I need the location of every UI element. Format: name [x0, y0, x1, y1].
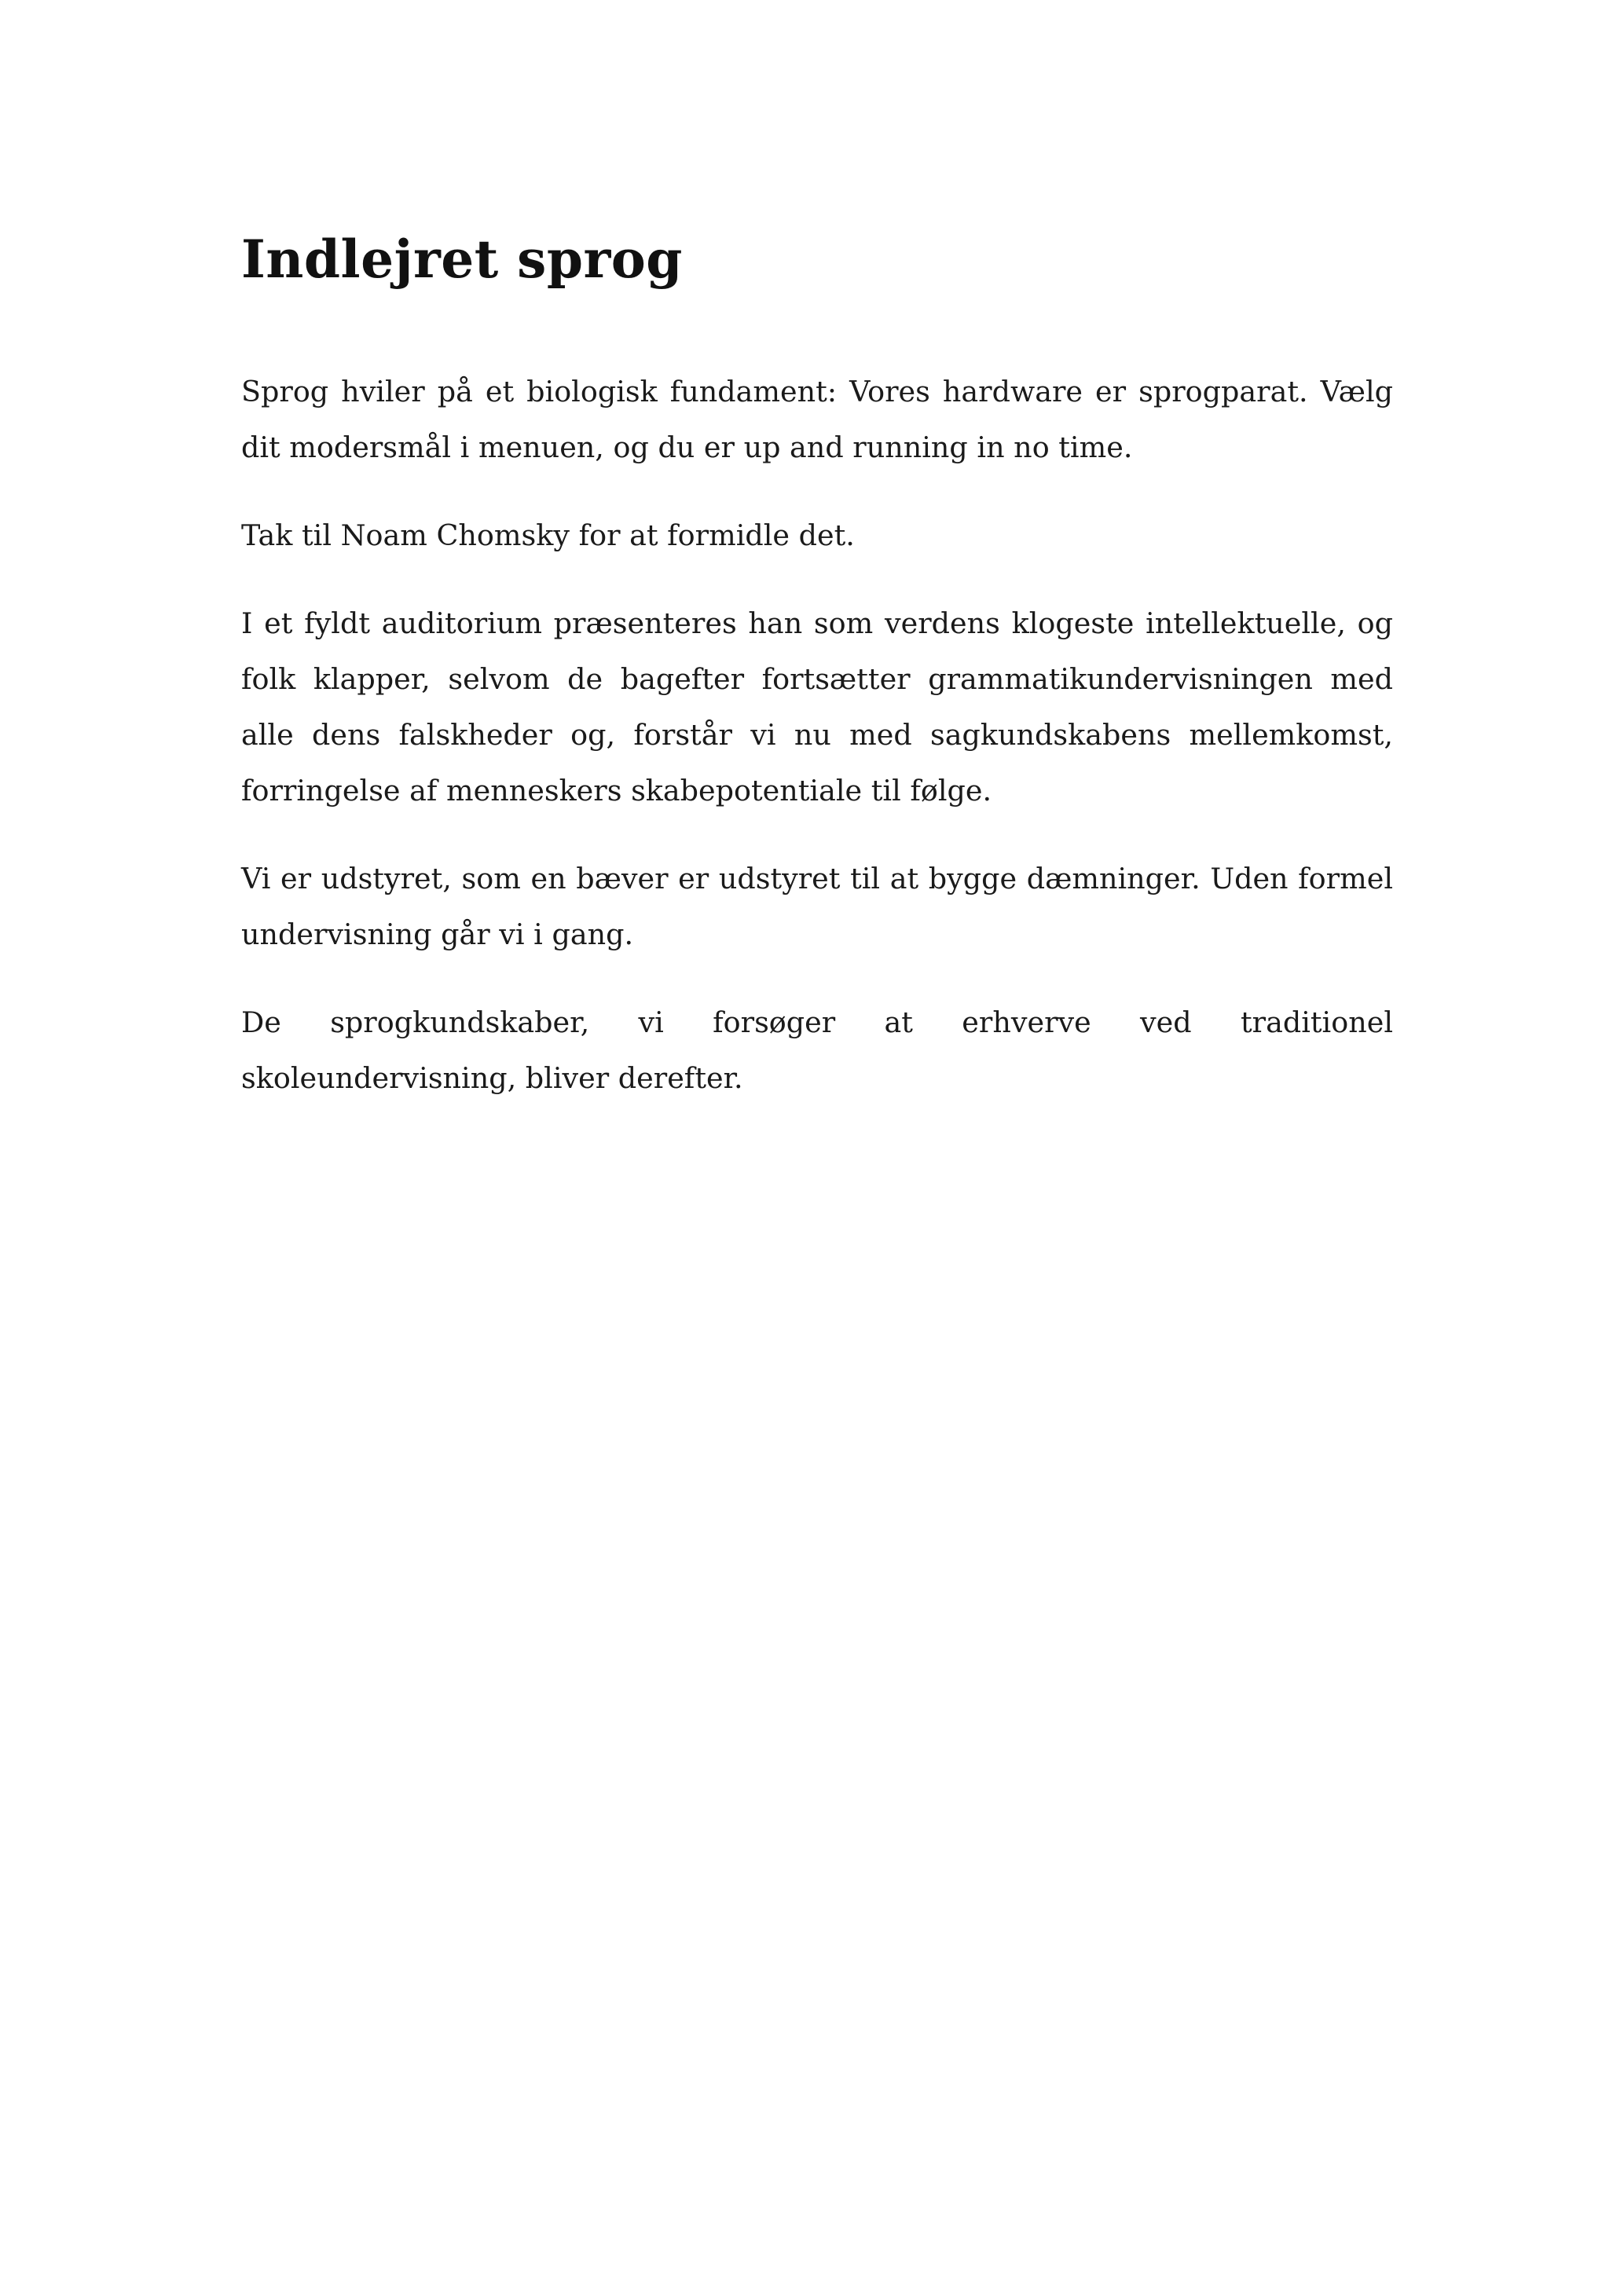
document-body — [241, 364, 1393, 1106]
paragraph: Sprog hviler på et biologisk fundament: Vores hardware er sprogparat. Vælg dit modersmål i menuen, og du er up and running in no time. — [241, 375, 1393, 464]
document-content — [241, 224, 1393, 1138]
paragraph: I et fyldt auditorium præsenteres han som verdens klogeste intellektuelle, og folk klapper, selvom de bagefter fortsætter grammatikundervisningen med alle dens falskheder og, forstår vi nu med sagkundskabens mellemkomst, forringelse af menneskers skabepotentiale til følge. — [241, 606, 1393, 807]
paragraph: De sprogkundskaber, vi forsøger at erhverve ved traditionel skoleundervisning, bliver derefter. — [241, 1005, 1393, 1095]
paragraph: Vi er udstyret, som en bæver er udstyret til at bygge dæmninger. Uden formel undervisning går vi i gang. — [241, 862, 1393, 951]
paragraph: Tak til Noam Chomsky for at formidle det. — [241, 518, 855, 552]
page-title: Indlejret sprog — [241, 229, 683, 290]
